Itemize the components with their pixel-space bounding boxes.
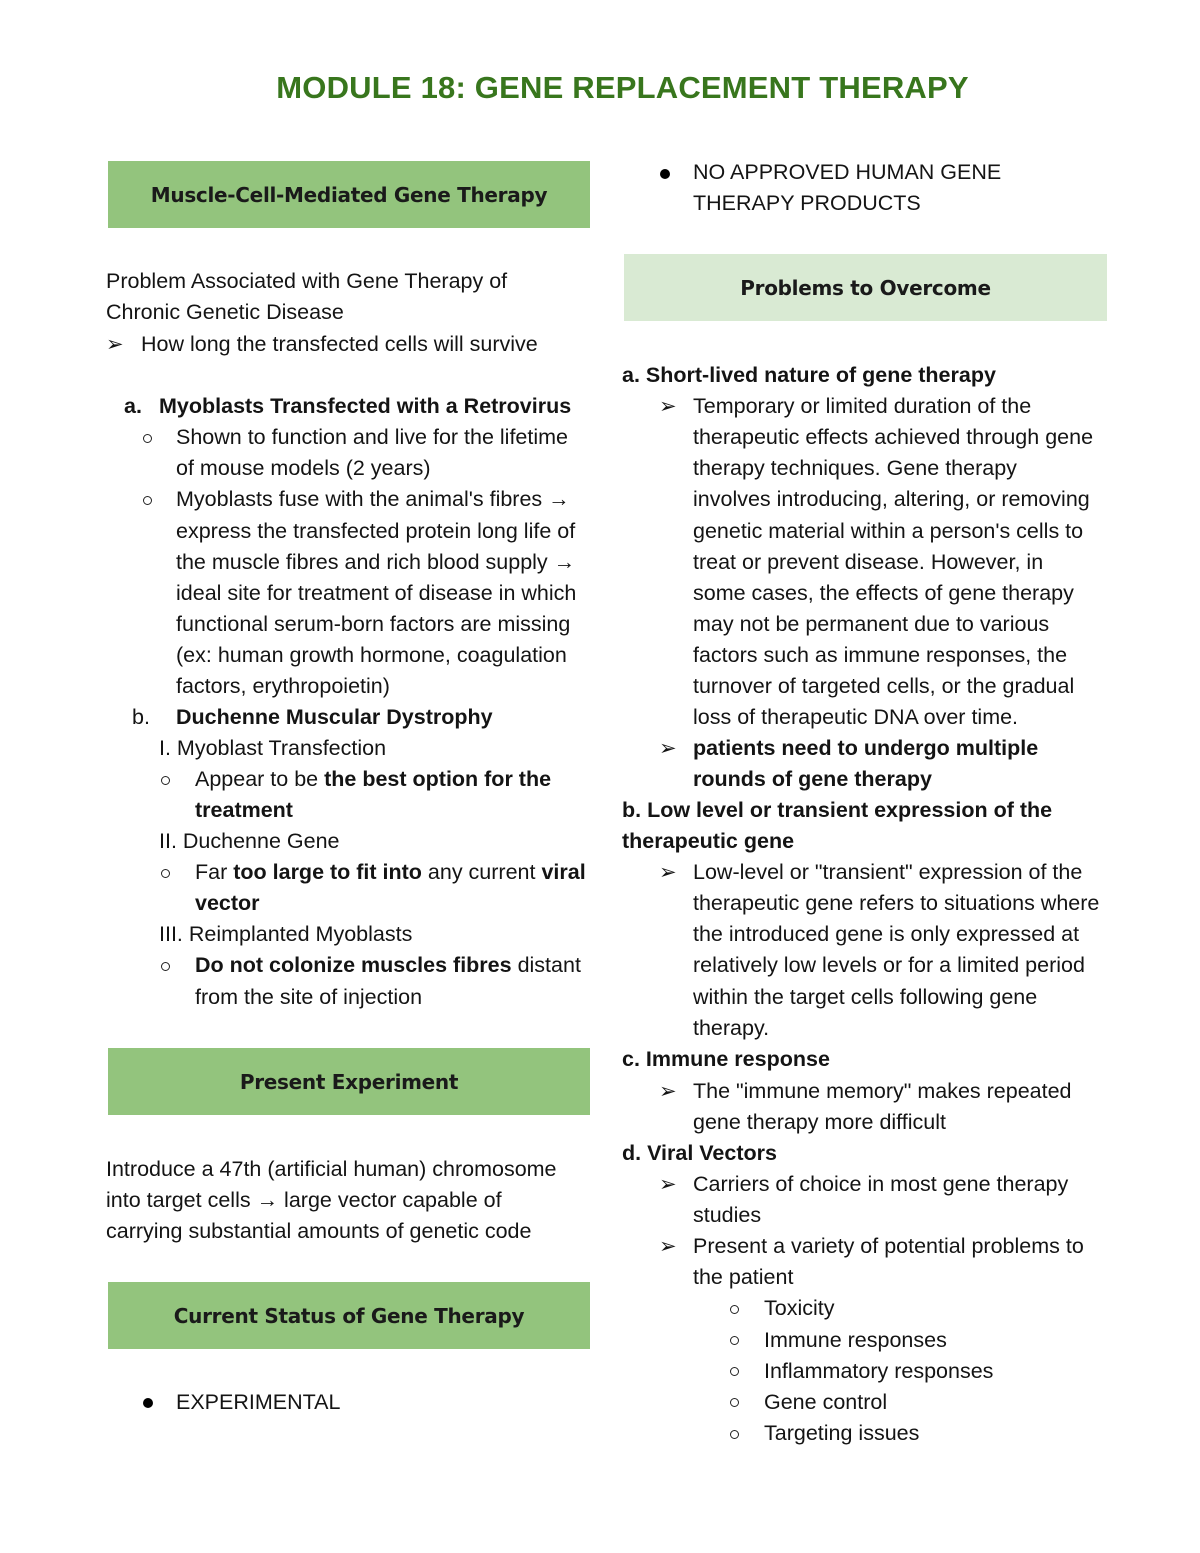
arrow-bullet-icon: ➢ — [659, 1173, 677, 1196]
section-header-problems — [624, 254, 1107, 321]
list-item: patients need to undergo multiple — [693, 736, 1039, 760]
approved-line-1: NO APPROVED HUMAN GENE — [693, 160, 1002, 184]
list-item: relatively low levels or for a limited period — [693, 953, 1085, 977]
arrow-bullet-icon: ➢ — [659, 861, 677, 884]
survive-text: How long the transfected cells will survive — [141, 332, 538, 356]
list-item: within the target cells following gene — [693, 985, 1038, 1009]
list-item: loss of therapeutic DNA over time. — [693, 705, 1019, 729]
circle-bullet-icon — [730, 1398, 739, 1407]
section-header-label: Current Status of Gene Therapy — [173, 1303, 525, 1328]
subheading-immune: c. Immune response — [622, 1047, 830, 1071]
list-item: some cases, the effects of gene therapy — [693, 581, 1074, 605]
list-item: Carriers of choice in most gene therapy — [693, 1172, 1069, 1196]
circle-bullet-icon — [143, 434, 152, 443]
list-item: factors such as immune responses, the — [693, 643, 1068, 667]
bold-span: too large to fit into — [233, 860, 422, 884]
list-item: express the transfected protein long life of — [176, 519, 576, 543]
present-line: into target cells → large vector capable of — [106, 1188, 502, 1212]
bold-span: Do not colonize muscles fibres — [195, 953, 512, 977]
arrow-bullet-icon: ➢ — [106, 333, 124, 356]
roman-item-1: I. Myoblast Transfection — [159, 736, 387, 760]
list-item: the introduced gene is only expressed at — [693, 922, 1080, 946]
list-item — [195, 950, 581, 981]
list-item: Shown to function and live for the lifetime — [176, 425, 568, 449]
sub-list-item: Targeting issues — [764, 1421, 920, 1445]
circle-bullet-icon — [161, 869, 170, 878]
list-item: ideal site for treatment of disease in which — [176, 581, 577, 605]
list-item: of mouse models (2 years) — [176, 456, 431, 480]
list-item: treatment — [195, 798, 293, 822]
circle-bullet-icon — [730, 1305, 739, 1314]
experimental-text: EXPERIMENTAL — [176, 1390, 341, 1414]
bullet-icon — [660, 169, 670, 179]
list-item — [195, 857, 586, 888]
list-item: (ex: human growth hormone, coagulation — [176, 643, 567, 667]
list-item: therapy. — [693, 1016, 770, 1040]
list-marker-b: b. — [132, 705, 150, 729]
subheading-low-level: therapeutic gene — [622, 829, 795, 853]
circle-bullet-icon — [730, 1430, 739, 1439]
list-item: the muscle fibres and rich blood supply → — [176, 550, 576, 574]
sub-list-item: Toxicity — [764, 1296, 835, 1320]
bold-span: the best option for the — [324, 767, 552, 791]
subheading-short-lived: a. Short-lived nature of gene therapy — [622, 363, 996, 387]
list-item: Myoblasts fuse with the animal's fibres → — [176, 487, 570, 511]
section-header-current — [108, 1282, 590, 1349]
list-item: therapeutic gene refers to situations where — [693, 891, 1100, 915]
sub-list-item: Gene control — [764, 1390, 888, 1414]
text-span: distant — [511, 953, 581, 977]
circle-bullet-icon — [161, 962, 170, 971]
circle-bullet-icon — [143, 496, 152, 505]
section-header-label: Present Experiment — [239, 1069, 459, 1094]
bullet-icon — [143, 1398, 153, 1408]
section-header-muscle — [108, 161, 590, 228]
present-line: carrying substantial amounts of genetic code — [106, 1219, 532, 1243]
list-item — [195, 764, 551, 795]
arrow-bullet-icon: ➢ — [659, 1080, 677, 1103]
subheading-duchenne: Duchenne Muscular Dystrophy — [176, 705, 493, 729]
roman-item-3: III. Reimplanted Myoblasts — [159, 922, 413, 946]
problem-line-1: Problem Associated with Gene Therapy of — [106, 269, 508, 293]
subheading-viral-vectors: d. Viral Vectors — [622, 1141, 777, 1165]
arrow-bullet-icon: ➢ — [659, 395, 677, 418]
roman-item-2: II. Duchenne Gene — [159, 829, 340, 853]
list-item: gene therapy more difficult — [693, 1110, 946, 1134]
problem-line-2: Chronic Genetic Disease — [106, 300, 344, 324]
list-item: involves introducing, altering, or removing — [693, 487, 1090, 511]
section-header-present — [108, 1048, 590, 1115]
list-item: vector — [195, 891, 260, 915]
section-header-label: Problems to Overcome — [740, 275, 991, 300]
circle-bullet-icon — [730, 1367, 739, 1376]
section-header-label: Muscle-Cell-Mediated Gene Therapy — [150, 182, 548, 207]
list-item: therapeutic effects achieved through gene — [693, 425, 1094, 449]
list-item: from the site of injection — [195, 985, 423, 1009]
list-item: the patient — [693, 1265, 794, 1289]
list-item: factors, erythropoietin) — [176, 674, 390, 698]
page-title: MODULE 18: GENE REPLACEMENT THERAPY — [276, 70, 969, 105]
arrow-bullet-icon: ➢ — [659, 1235, 677, 1258]
list-item: rounds of gene therapy — [693, 767, 932, 791]
subheading-low-level: b. Low level or transient expression of the — [622, 798, 1053, 822]
list-item: Temporary or limited duration of the — [693, 394, 1032, 418]
list-item: Present a variety of potential problems to — [693, 1234, 1084, 1258]
list-item: may not be permanent due to various — [693, 612, 1050, 636]
list-marker-a: a. — [124, 394, 142, 418]
text-span: any current — [421, 860, 542, 884]
arrow-bullet-icon: ➢ — [659, 737, 677, 760]
sub-list-item: Immune responses — [764, 1328, 947, 1352]
subheading-myoblasts: Myoblasts Transfected with a Retrovirus — [159, 394, 572, 418]
list-item: The "immune memory" makes repeated — [693, 1079, 1072, 1103]
approved-line-2: THERAPY PRODUCTS — [693, 191, 921, 215]
present-line: Introduce a 47th (artificial human) chromosome — [106, 1157, 557, 1181]
list-item: therapy techniques. Gene therapy — [693, 456, 1017, 480]
bold-span: viral — [541, 860, 586, 884]
text-span: Appear to be — [195, 767, 325, 791]
list-item: treat or prevent disease. However, in — [693, 550, 1044, 574]
list-item: Low-level or "transient" expression of the — [693, 860, 1083, 884]
list-item: functional serum-born factors are missing — [176, 612, 571, 636]
list-item: studies — [693, 1203, 762, 1227]
list-item: genetic material within a person's cells to — [693, 519, 1084, 543]
sub-list-item: Inflammatory responses — [764, 1359, 994, 1383]
list-item: turnover of targeted cells, or the gradual — [693, 674, 1075, 698]
circle-bullet-icon — [730, 1336, 739, 1345]
text-span: Far — [195, 860, 234, 884]
circle-bullet-icon — [161, 776, 170, 785]
